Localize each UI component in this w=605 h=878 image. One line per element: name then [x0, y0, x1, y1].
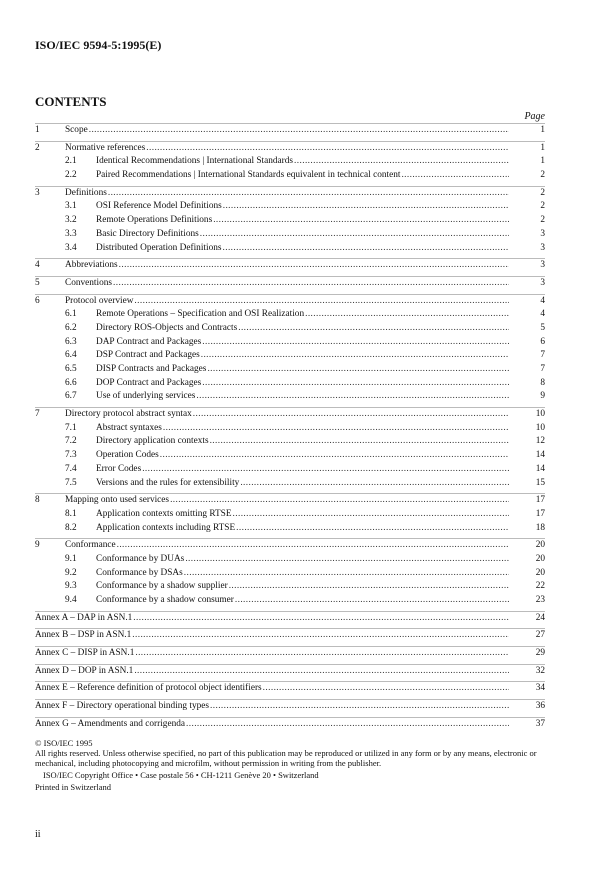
- toc-entry-number: 7.4: [65, 463, 77, 474]
- toc-entry[interactable]: [35, 276, 545, 291]
- toc-entry-title: Definitions: [65, 187, 107, 198]
- toc-entry[interactable]: [35, 123, 545, 138]
- toc-entry-page: 36: [535, 701, 545, 712]
- dot-leader: [210, 700, 509, 714]
- rights-statement: All rights reserved. Unless otherwise specified, no part of this publication may be reproduced or utilized in any form or by any means, electronic or mechanical, including photocopying and microfilm, without permission in writing from the publisher.: [35, 748, 537, 768]
- toc-entry[interactable]: [35, 407, 545, 422]
- toc-entry-number: 2: [35, 142, 40, 153]
- toc-entry-number: 3.4: [65, 242, 77, 253]
- toc-entry-title: Error Codes: [96, 463, 142, 474]
- toc-entry[interactable]: [35, 390, 545, 404]
- dot-leader: [135, 647, 509, 661]
- toc-entry-title: OSI Reference Model Definitions: [96, 201, 222, 212]
- toc-entry-title: Identical Recommendations | International Standards: [96, 156, 294, 167]
- dot-leader: [119, 259, 509, 273]
- toc-entry-number: 7.2: [65, 436, 77, 447]
- toc-entry[interactable]: [35, 553, 545, 567]
- toc-entry[interactable]: [35, 449, 545, 463]
- toc-entry-title: DISP Contracts and Packages: [96, 364, 207, 374]
- dot-leader: [305, 308, 509, 322]
- toc-entry[interactable]: [35, 242, 545, 256]
- printed-in: Printed in Switzerland: [35, 782, 112, 792]
- page-column-label: Page: [524, 111, 545, 122]
- toc-entry-number: 9.2: [65, 567, 77, 578]
- toc-entry-page: 10: [535, 422, 545, 433]
- toc-entry-page: 24: [535, 612, 545, 623]
- dot-leader: [235, 594, 509, 608]
- toc-entry-number: 6.4: [65, 350, 77, 361]
- toc-entry-page: 2: [540, 170, 545, 181]
- dot-leader: [186, 718, 509, 732]
- toc-entry-title: Normative references: [65, 142, 146, 153]
- toc-entry-number: 1: [35, 125, 40, 135]
- toc-entry-title: Annex D – DOP in ASN.1: [35, 665, 134, 676]
- toc-entry[interactable]: [35, 377, 545, 391]
- toc-entry-title: Annex C – DISP in ASN.1: [35, 648, 135, 659]
- toc-entry[interactable]: [35, 258, 545, 273]
- toc-entry-page: 9: [540, 391, 545, 402]
- dot-leader: [163, 422, 509, 436]
- dot-leader: [134, 665, 509, 679]
- toc-entry-page: 37: [535, 718, 545, 729]
- toc-entry-number: 3: [35, 187, 40, 198]
- dot-leader: [294, 155, 509, 169]
- toc-entry-title: Distributed Operation Definitions: [96, 242, 222, 253]
- dot-leader: [170, 494, 509, 508]
- toc-entry-title: Annex F – Directory operational binding types: [35, 701, 210, 712]
- toc-entry-title: Operation Codes: [96, 450, 159, 461]
- dot-leader: [133, 612, 509, 626]
- toc-entry-page: 29: [535, 648, 545, 659]
- toc-entry[interactable]: [35, 322, 545, 336]
- toc-entry-title: DAP Contract and Packages: [96, 336, 202, 347]
- toc-entry-title: Annex A – DAP in ASN.1: [35, 612, 133, 623]
- toc-entry-title: Directory ROS-Objects and Contracts: [96, 322, 238, 333]
- dot-leader: [132, 629, 509, 643]
- toc-entry-page: 27: [535, 630, 545, 641]
- toc-entry-title: Versions and the rules for extensibility: [96, 477, 240, 488]
- dot-leader: [401, 169, 509, 183]
- toc-entry-title: Conventions: [65, 277, 113, 288]
- toc-entry-number: 8.2: [65, 522, 77, 533]
- toc-entry-title: Conformance by DUAs: [96, 553, 185, 564]
- toc-entry[interactable]: [35, 493, 545, 508]
- dot-leader: [229, 580, 509, 594]
- toc-entry-title: Conformance by a shadow supplier: [96, 581, 228, 592]
- toc-entry-number: 6.5: [65, 364, 77, 374]
- toc-entry-title: Conformance by DSAs: [96, 567, 183, 578]
- toc-entry-page: 14: [535, 463, 545, 474]
- dot-leader: [238, 322, 509, 336]
- toc-entry-page: 3: [540, 228, 545, 239]
- toc-entry-number: 3.1: [65, 201, 77, 212]
- toc-entry-title: Application contexts including RTSE: [96, 522, 236, 533]
- toc-entry[interactable]: [35, 141, 545, 156]
- toc-entry-number: 9.4: [65, 595, 77, 605]
- toc-entry-title: Mapping onto used services: [65, 495, 170, 506]
- toc-entry[interactable]: [35, 435, 545, 449]
- toc-entry[interactable]: [35, 611, 545, 626]
- toc-entry-page: 17: [535, 495, 545, 506]
- toc-entry-title: DSP Contract and Packages: [96, 350, 200, 361]
- dot-leader: [146, 142, 509, 156]
- toc-entry-title: Paired Recommendations | International Standards equivalent in technical content: [96, 170, 401, 181]
- copyright-notice: [35, 738, 555, 792]
- toc-entry[interactable]: [35, 463, 545, 477]
- dot-leader: [213, 214, 509, 228]
- toc-entry-number: 2.2: [65, 170, 77, 181]
- copyright-office: ISO/IEC Copyright Office • Case postale 56 • CH-1211 Genève 20 • Switzerland: [43, 770, 319, 780]
- toc-entry[interactable]: [35, 580, 545, 594]
- toc-entry-title: Remote Operations Definitions: [96, 215, 213, 226]
- dot-leader: [184, 567, 509, 581]
- toc-entry-page: 1: [540, 125, 545, 135]
- dot-leader: [207, 363, 509, 377]
- dot-leader: [196, 390, 509, 404]
- toc-entry-number: 2.1: [65, 156, 77, 167]
- toc-entry-page: 20: [535, 553, 545, 564]
- toc-entry-page: 2: [540, 201, 545, 212]
- dot-leader: [160, 449, 509, 463]
- toc-entry[interactable]: [35, 664, 545, 679]
- toc-entry-page: 5: [540, 322, 545, 333]
- dot-leader: [108, 187, 509, 201]
- toc-entry-page: 15: [535, 477, 545, 488]
- toc-entry-number: 6.1: [65, 309, 77, 320]
- toc-entry-page: 12: [535, 436, 545, 447]
- toc-entry-number: 9.3: [65, 581, 77, 592]
- toc-entry[interactable]: [35, 594, 545, 608]
- toc-entry-number: 7.5: [65, 477, 77, 488]
- dot-leader: [185, 553, 509, 567]
- toc-entry-page: 20: [535, 567, 545, 578]
- toc-entry-title: Conformance: [65, 540, 116, 551]
- dot-leader: [134, 295, 509, 309]
- copyright-line: © ISO/IEC 1995: [35, 738, 93, 748]
- toc-entry[interactable]: [35, 308, 545, 322]
- toc-entry-title: Basic Directory Definitions: [96, 228, 199, 239]
- toc-entry-number: 6: [35, 295, 40, 306]
- toc-entry-page: 7: [540, 350, 545, 361]
- toc-entry[interactable]: [35, 186, 545, 201]
- toc-entry-number: 6.2: [65, 322, 77, 333]
- toc-entry-page: 34: [535, 683, 545, 694]
- toc-entry-page: 14: [535, 450, 545, 461]
- dot-leader: [142, 463, 509, 477]
- toc-entry[interactable]: [35, 567, 545, 581]
- toc-entry-title: Scope: [65, 125, 88, 135]
- toc-entry-title: Annex B – DSP in ASN.1: [35, 630, 132, 641]
- dot-leader: [210, 435, 509, 449]
- toc-entry-title: Remote Operations – Specification and OSI Realization: [96, 309, 305, 320]
- toc-entry-title: Application contexts omitting RTSE: [96, 508, 232, 519]
- toc-entry-page: 23: [535, 595, 545, 605]
- toc-entry-number: 7.3: [65, 450, 77, 461]
- toc-entry-page: 10: [535, 409, 545, 420]
- toc-entry[interactable]: [35, 646, 545, 661]
- page-number: ii: [35, 829, 41, 840]
- toc-entry[interactable]: [35, 422, 545, 436]
- toc-entry-page: 8: [540, 377, 545, 388]
- toc-entry-page: 2: [540, 187, 545, 198]
- toc-entry[interactable]: [35, 522, 545, 536]
- toc-entry-page: 3: [540, 277, 545, 288]
- dot-leader: [201, 349, 509, 363]
- toc-entry-number: 4: [35, 260, 40, 271]
- toc-entry-number: 9.1: [65, 553, 77, 564]
- toc-entry-title: Directory protocol abstract syntax: [65, 409, 192, 420]
- toc-entry[interactable]: [35, 349, 545, 363]
- toc-entry-number: 6.3: [65, 336, 77, 347]
- toc-entry[interactable]: [35, 363, 545, 377]
- toc-entry[interactable]: [35, 169, 545, 183]
- toc-entry-title: Conformance by a shadow consumer: [96, 595, 234, 605]
- toc-entry-page: 6: [540, 336, 545, 347]
- toc-entry[interactable]: [35, 214, 545, 228]
- toc-entry-number: 5: [35, 277, 40, 288]
- toc-entry-number: 8.1: [65, 508, 77, 519]
- toc-entry-title: Annex E – Reference definition of protocol object identifiers: [35, 683, 262, 694]
- toc-entry-page: 18: [535, 522, 545, 533]
- toc-entry-page: 32: [535, 665, 545, 676]
- toc-entry-page: 7: [540, 364, 545, 374]
- toc-entry-number: 7: [35, 409, 40, 420]
- toc-entry[interactable]: [35, 681, 545, 696]
- dot-leader: [113, 277, 509, 291]
- toc-entry-title: Annex G – Amendments and corrigenda: [35, 718, 186, 729]
- toc-entry[interactable]: [35, 628, 545, 643]
- toc-entry-page: 4: [540, 309, 545, 320]
- toc-entry[interactable]: [35, 699, 545, 714]
- contents-title: CONTENTS: [35, 94, 107, 109]
- toc-entry-page: 3: [540, 242, 545, 253]
- toc-entry-page: 17: [535, 508, 545, 519]
- toc-entry-title: Protocol overview: [65, 295, 134, 306]
- toc-entry-title: Use of underlying services: [96, 391, 196, 402]
- dot-leader: [117, 539, 509, 553]
- toc-entry-page: 1: [540, 142, 545, 153]
- toc-entry[interactable]: [35, 228, 545, 242]
- dot-leader: [193, 408, 509, 422]
- toc-entry[interactable]: [35, 294, 545, 309]
- toc-entry-number: 3.3: [65, 228, 77, 239]
- toc-entry-title: DOP Contract and Packages: [96, 377, 202, 388]
- dot-leader: [263, 682, 509, 696]
- toc-entry-page: 2: [540, 215, 545, 226]
- toc-entry-number: 7.1: [65, 422, 77, 433]
- toc-entry[interactable]: [35, 477, 545, 491]
- dot-leader: [236, 522, 509, 536]
- dot-leader: [89, 124, 509, 138]
- dot-leader: [233, 508, 509, 522]
- toc-entry-page: 20: [535, 540, 545, 551]
- dot-leader: [240, 477, 509, 491]
- toc-entry-number: 9: [35, 540, 40, 551]
- table-of-contents: [35, 123, 545, 732]
- document-identifier: ISO/IEC 9594-5:1995(E): [35, 38, 162, 52]
- toc-entry[interactable]: [35, 717, 545, 732]
- toc-entry-title: Abstract syntaxes: [96, 422, 162, 433]
- toc-entry[interactable]: [35, 200, 545, 214]
- dot-leader: [200, 228, 509, 242]
- dot-leader: [202, 377, 509, 391]
- toc-entry-title: Abbreviations: [65, 260, 118, 271]
- toc-entry-page: 1: [540, 156, 545, 167]
- dot-leader: [223, 200, 509, 214]
- toc-entry[interactable]: [35, 336, 545, 350]
- toc-entry-page: 4: [540, 295, 545, 306]
- toc-entry[interactable]: [35, 508, 545, 522]
- dot-leader: [223, 242, 510, 256]
- toc-entry-page: 3: [540, 260, 545, 271]
- toc-entry-title: Directory application contexts: [96, 436, 209, 447]
- toc-entry-number: 3.2: [65, 215, 77, 226]
- dot-leader: [202, 336, 509, 350]
- toc-entry-number: 6.6: [65, 377, 77, 388]
- toc-entry-number: 6.7: [65, 391, 77, 402]
- toc-entry[interactable]: [35, 538, 545, 553]
- toc-entry-page: 22: [535, 581, 545, 592]
- toc-entry-number: 8: [35, 495, 40, 506]
- toc-entry[interactable]: [35, 155, 545, 169]
